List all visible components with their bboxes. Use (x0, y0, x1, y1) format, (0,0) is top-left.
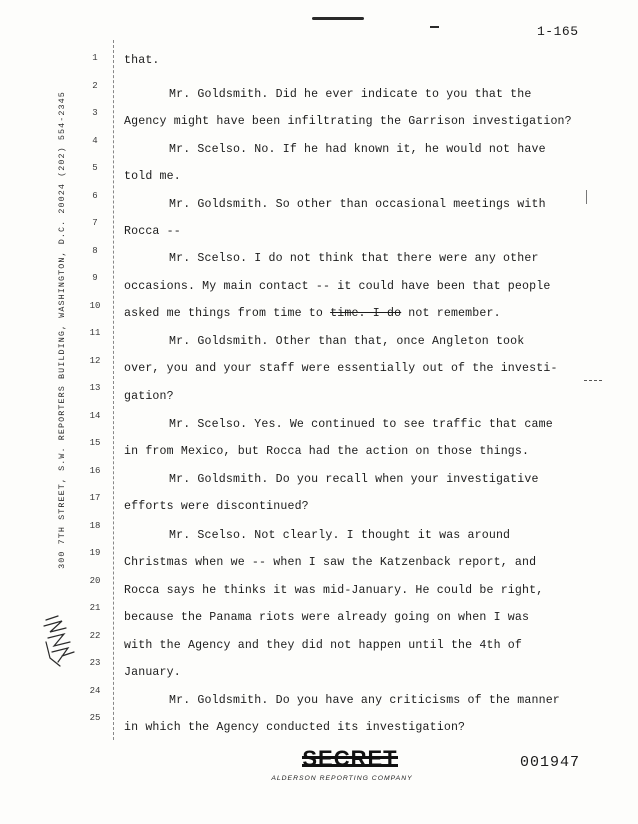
handwritten-scribble-mark (40, 612, 84, 672)
transcript-line: Mr. Scelso. No. If he had known it, he would not have (169, 143, 546, 156)
transcript-line: gation? (124, 390, 174, 403)
transcript-line: in which the Agency conducted its investigation? (124, 721, 466, 734)
line-number: 13 (89, 383, 101, 393)
transcript-line: Mr. Scelso. Yes. We continued to see traffic that came (169, 418, 553, 431)
margin-tick-mark (584, 380, 602, 381)
transcript-line (124, 307, 501, 320)
line-number: 19 (89, 548, 101, 558)
transcript-line: Mr. Scelso. I do not think that there were any other (169, 252, 539, 265)
line-number: 4 (92, 136, 98, 146)
transcript-line: Mr. Goldsmith. Did he ever indicate to you that the (169, 88, 532, 101)
line-number: 14 (89, 411, 101, 421)
stamp-strike-bar (302, 756, 398, 759)
transcript-line: Christmas when we -- when I saw the Katzenback report, and (124, 556, 537, 569)
line-text: asked me things from time to (124, 307, 331, 320)
transcript-line: with the Agency and they did not happen until the 4th of (124, 639, 523, 652)
line-number: 6 (92, 191, 98, 201)
line-number: 15 (89, 438, 101, 448)
transcript-line: Mr. Scelso. Not clearly. I thought it was around (169, 529, 511, 542)
transcript-line: that. (124, 54, 160, 67)
line-number: 3 (92, 108, 98, 118)
line-text: not remember. (401, 307, 501, 320)
transcript-line: efforts were discontinued? (124, 500, 309, 513)
transcript-line: in from Mexico, but Rocca had the action on those things. (124, 445, 530, 458)
transcript-line: Mr. Goldsmith. Do you recall when your investigative (169, 473, 539, 486)
line-number: 25 (89, 713, 101, 723)
line-number: 22 (89, 631, 101, 641)
line-number: 23 (89, 658, 101, 668)
transcript-line: told me. (124, 170, 181, 183)
line-number: 18 (89, 521, 101, 531)
margin-tick-mark (586, 190, 587, 204)
top-smudge-mark (312, 17, 364, 20)
transcript-line: Rocca says he thinks it was mid-January. He could be right, (124, 584, 544, 597)
line-number: 16 (89, 466, 101, 476)
transcript-line: Mr. Goldsmith. So other than occasional meetings with (169, 198, 546, 211)
transcript-line: January. (124, 666, 181, 679)
line-number: 10 (89, 301, 101, 311)
transcript-line: Agency might have been infiltrating the Garrison investigation? (124, 115, 572, 128)
line-number: 2 (92, 81, 98, 91)
transcript-line: occasions. My main contact -- it could have been that people (124, 280, 551, 293)
stamp-strike-bar (302, 764, 398, 767)
line-number: 9 (92, 273, 98, 283)
line-number: 1 (92, 53, 98, 63)
transcript-line: Mr. Goldsmith. Do you have any criticisms of the manner (169, 694, 560, 707)
line-number: 11 (89, 328, 101, 338)
classification-stamp (300, 746, 400, 772)
line-number: 5 (92, 163, 98, 173)
line-number: 24 (89, 686, 101, 696)
reporting-company-label: ALDERSON REPORTING COMPANY (271, 775, 413, 782)
line-number: 21 (89, 603, 101, 613)
line-number: 7 (92, 218, 98, 228)
line-number: 12 (89, 356, 101, 366)
transcript-line: Rocca -- (124, 225, 181, 238)
line-number: 8 (92, 246, 98, 256)
page-number: 1-165 (537, 24, 579, 39)
transcript-line: over, you and your staff were essentially out of the investi- (124, 362, 558, 375)
margin-rule (113, 40, 114, 740)
struck-text: time. I do (330, 307, 402, 320)
top-dash-mark (430, 26, 439, 28)
line-number: 17 (89, 493, 101, 503)
transcript-line: Mr. Goldsmith. Other than that, once Angleton took (169, 335, 525, 348)
document-id: 001947 (520, 754, 581, 771)
reporter-address-imprint: 300 7TH STREET, S.W. REPORTERS BUILDING, WASHINGTON, D.C. 20024 (202) 554-2345 (57, 91, 67, 569)
transcript-line: because the Panama riots were already going on when I was (124, 611, 530, 624)
line-number: 20 (89, 576, 101, 586)
